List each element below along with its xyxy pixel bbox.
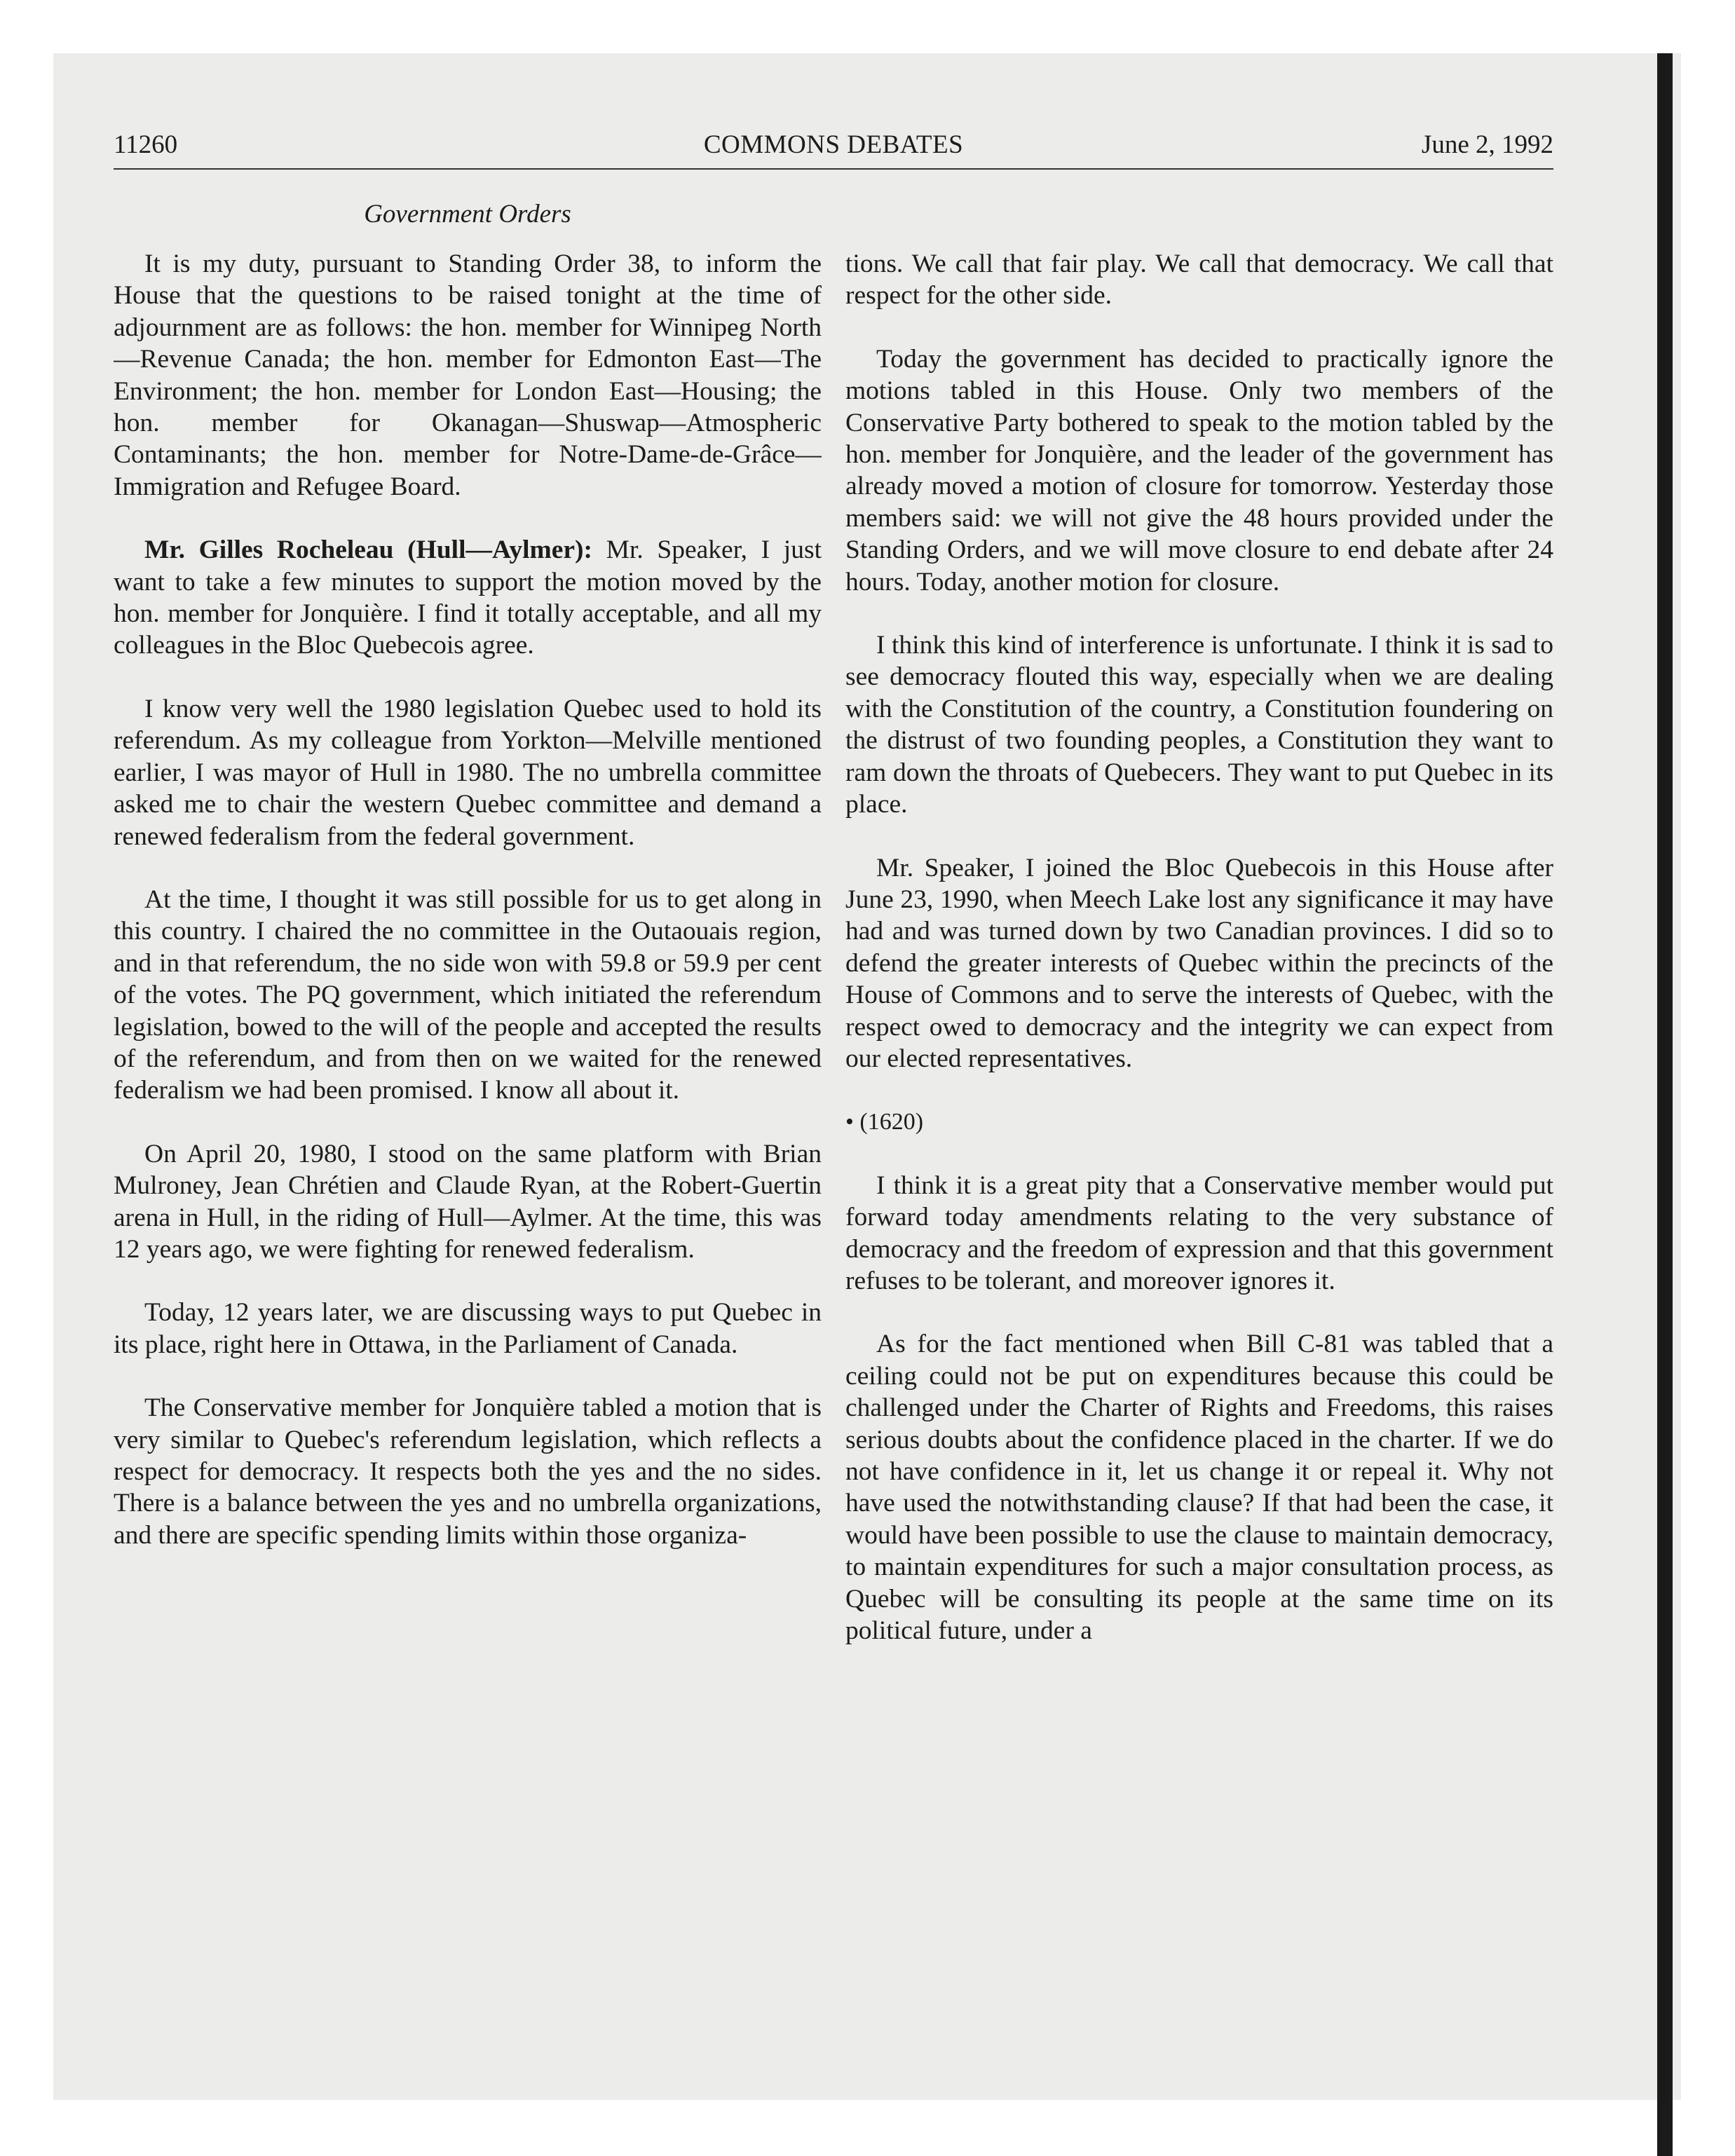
paragraph-continued: tions. We call that fair play. We call that democracy. We call that respect for the other side.	[845, 250, 1553, 311]
paragraph: I think this kind of interference is unfortunate. I think it is sad to see democracy flouted this way, especially when we are dealing with the Constitution of the country, a Constitution foundering on the distrust of two founding peoples, a Constitution they want to ram down the throats of Quebecers. They want to put Quebec in its place.	[845, 631, 1553, 819]
section-label: Government Orders	[364, 200, 571, 228]
paragraph: As for the fact mentioned when Bill C-81 was tabled that a ceiling could not be put on expenditures because this could be challenged under the Charter of Rights and Freedoms, this raises serious doubts about the confidence placed in the charter. If we do not have confidence in it, let us change it or repeal it. Why not have used the notwithstanding clause? If that had been the case, it would have been possible to use the clause to maintain democracy, to maintain expenditures for such a major consultation process, as Quebec will be consulting its people at the same time on its political future, under a	[845, 1330, 1553, 1646]
speaker-name: Mr. Gilles Rocheleau (Hull—Aylmer):	[144, 535, 592, 565]
speech-text: Mr. Speaker, I just want to take a few minutes to support the motion moved by the hon. member for Jonquière. I find it totally acceptable, and all my colleagues in the Bloc Quebecois agree.	[114, 535, 822, 660]
publication-title: COMMONS DEBATES	[703, 130, 964, 159]
page-number: 11260	[114, 130, 178, 159]
paragraph-speaker	[114, 534, 822, 662]
right-column	[845, 248, 1553, 2049]
header-rule	[114, 168, 1553, 170]
paragraph: Today the government has decided to practically ignore the motions tabled in this House. Only two members of the Conservative Party bothered to speak to the motion tabled by the hon. member for Jonquière, and the leader of the government has already moved a motion of closure for tomorrow. Yesterday those members said: we will not give the 48 hours provided under the Standing Orders, and we will move closure to end debate after 24 hours. Today, another motion for closure.	[845, 344, 1553, 596]
publication-date: June 2, 1992	[1421, 130, 1553, 159]
paragraph: On April 20, 1980, I stood on the same platform with Brian Mulroney, Jean Chrétien and Claude Ryan, at the Robert-Guertin arena in Hull, in the riding of Hull—Aylmer. At the time, this was 12 years ago, we were fighting for renewed federalism.	[114, 1139, 822, 1264]
paragraph: Mr. Speaker, I joined the Bloc Quebecois in this House after June 23, 1990, when Meech Lake lost any significance it may have had and was turned down by two Canadian provinces. I did so to defend the greater interests of Quebec within the precincts of the House of Commons and to serve the interests of Quebec, with the respect owed to democracy and the integrity we can expect from our elected representatives.	[845, 853, 1553, 1073]
paragraph: Today, 12 years later, we are discussing ways to put Quebec in its place, right here in Ottawa, in the Parliament of Canada.	[114, 1298, 822, 1359]
paragraph: I think it is a great pity that a Conservative member would put forward today amendments relating to the very substance of democracy and the freedom of expression and that this government refuses to be tolerant, and moreover ignores it.	[845, 1171, 1553, 1295]
page-header	[114, 125, 1553, 165]
paragraph: The Conservative member for Jonquière tabled a motion that is very similar to Quebec's referendum legislation, which reflects a respect for democracy. It respects both the yes and the no sides. There is a balance between the yes and no umbrella organizations, and there are specific spending limits within those organiza-	[114, 1393, 822, 1550]
scan-edge-bar	[1657, 53, 1673, 2156]
paragraph: I know very well the 1980 legislation Quebec used to hold its referendum. As my colleague from Yorkton—Melville mentioned earlier, I was mayor of Hull in 1980. The no umbrella committee asked me to chair the western Quebec committee and demand a renewed federalism from the federal government.	[114, 694, 822, 851]
left-column	[114, 248, 822, 2049]
paragraph: At the time, I thought it was still possible for us to get along in this country. I chaired the no committee in the Outaouais region, and in that referendum, the no side won with 59.8 or 59.9 per cent of the votes. The PQ government, which initiated the referendum legislation, bowed to the will of the people and accepted the results of the referendum, and from then on we waited for the renewed federalism we had been promised. I know all about it.	[114, 885, 822, 1105]
time-marker: • (1620)	[845, 1109, 924, 1135]
paragraph: It is my duty, pursuant to Standing Order 38, to inform the House that the questions to be raised tonight at the time of adjournment are as follows: the hon. member for Winnipeg North—Revenue Canada; the hon. member for Edmonton East—The Environment; the hon. member for London East—Housing; the hon. member for Okanagan—Shuswap—Atmospheric Contaminants; the hon. member for Notre-Dame-de-Grâce—Immigration and Refugee Board.	[114, 250, 822, 501]
